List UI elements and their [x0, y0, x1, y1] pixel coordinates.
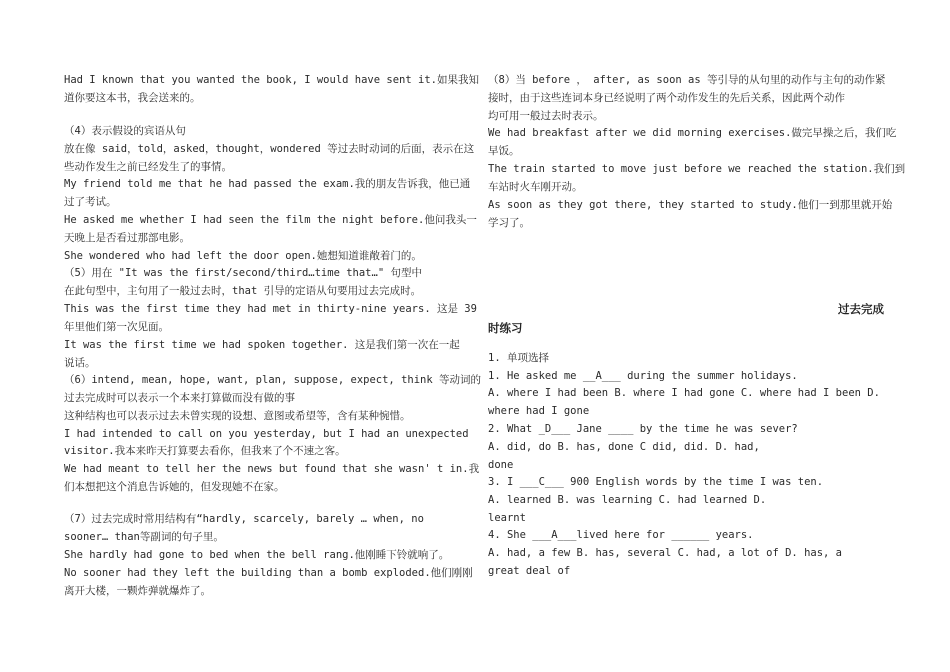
exercise-line: done [488, 459, 514, 471]
left-text-line: She wondered who had left the door open.她想知道谁敞着门的。 [64, 250, 422, 262]
right-text-line: The train started to move just before we reached the station.我们到 [488, 163, 906, 175]
left-text-line: 些动作发生之前已经发生了的事情。 [64, 161, 232, 173]
exercise-line: A. had, a few B. has, several C. had, a lot of D. has, a [488, 547, 843, 559]
left-text-line: She hardly had gone to bed when the bell rang.他刚睡下铃就响了。 [64, 549, 450, 561]
left-text-line: （5）用在 "It was the first/second/third…time that…" 句型中 [64, 267, 422, 279]
exercise-line: A. where I had been B. where I had gone C. where had I been D. [488, 387, 880, 399]
left-text-line: visitor.我本来昨天打算要去看你，但我来了个不速之客。 [64, 445, 346, 457]
exercise-line: 4. She ___A___lived here for ______ years. [488, 529, 754, 541]
left-text-line: 们本想把这个消息告诉她的，但发现她不在家。 [64, 481, 285, 493]
left-text-line: My friend told me that he had passed the exam.我的朋友告诉我，他已通 [64, 178, 471, 190]
left-text-line: （6）intend, mean, hope, want, plan, suppose, expect, think 等动词的 [64, 374, 482, 386]
left-text-line: He asked me whether I had seen the film the night before.他问我头一 [64, 214, 477, 226]
exercise-line: great deal of [488, 565, 571, 577]
left-text-line: （4）表示假设的宾语从句 [64, 125, 186, 137]
left-text-line: 过去完成时可以表示一个本来打算做而没有做的事 [64, 392, 295, 404]
exercise-line: 1. He asked me __A___ during the summer holidays. [488, 370, 798, 382]
left-text-line: No sooner had they left the building than a bomb exploded.他们刚刚 [64, 567, 473, 579]
exercise-line: 1. 单项选择 [488, 352, 549, 364]
right-text-line: 早饭。 [488, 145, 520, 157]
exercise-heading-part2: 时练习 [488, 321, 523, 335]
left-text-line: 在此句型中，主句用了一般过去时，that 引导的定语从句要用过去完成时。 [64, 285, 422, 297]
right-text-line: （8）当 before ， after, as soon as 等引导的从句里的动作与主句的动作紧 [488, 74, 886, 86]
left-text-line: 年里他们第一次见面。 [64, 321, 169, 333]
left-text-line: 放在像 said，told，asked，thought，wondered 等过去时动词的后面，表示在这 [64, 143, 475, 155]
left-text-line: 天晚上是否看过那部电影。 [64, 232, 190, 244]
right-text-line: We had breakfast after we did morning exercises.做完早操之后，我们吃 [488, 127, 897, 139]
left-text-line: We had meant to tell her the news but found that she wasn' t in.我 [64, 463, 480, 475]
exercise-heading-part1: 过去完成 [838, 302, 884, 316]
exercise-line: A. did, do B. has, done C did, did. D. had, [488, 441, 760, 453]
exercise-line: 2. What _D___ Jane ____ by the time he was sever? [488, 423, 798, 435]
left-text-line: It was the first time we had spoken together. 这是我们第一次在一起 [64, 339, 460, 351]
left-text-line: 过了考试。 [64, 196, 117, 208]
right-text-line: 接时，由于这些连词本身已经说明了两个动作发生的先后关系，因此两个动作 [488, 92, 845, 104]
right-text-line: As soon as they got there, they started to study.他们一到那里就开始 [488, 199, 893, 211]
right-text-line: 学习了。 [488, 217, 530, 229]
left-text-line: 这种结构也可以表示过去未曾实现的设想、意图或希望等，含有某种惋惜。 [64, 410, 411, 422]
exercise-line: learnt [488, 512, 526, 524]
exercise-line: where had I gone [488, 405, 590, 417]
right-text-line: 车站时火车刚开动。 [488, 181, 583, 193]
exercise-line: A. learned B. was learning C. had learned D. [488, 494, 767, 506]
left-text-line: I had intended to call on you yesterday, but I had an unexpected [64, 428, 469, 440]
left-text-line: 说话。 [64, 357, 96, 369]
left-text-line: Had I known that you wanted the book, I would have sent it.如果我知 [64, 74, 479, 86]
left-text-line: 离开大楼，一颗炸弹就爆炸了。 [64, 585, 211, 597]
left-text-line: sooner… than等副词的句子里。 [64, 531, 224, 543]
right-text-line: 均可用一般过去时表示。 [488, 110, 604, 122]
exercise-line: 3. I ___C___ 900 English words by the time I was ten. [488, 476, 824, 488]
left-text-line: 道你要这本书，我会送来的。 [64, 92, 201, 104]
left-text-line: （7）过去完成时常用结构有“hardly, scarcely, barely … when, no [64, 513, 424, 525]
left-text-line: This was the first time they had met in thirty-nine years. 这是 39 [64, 303, 477, 315]
